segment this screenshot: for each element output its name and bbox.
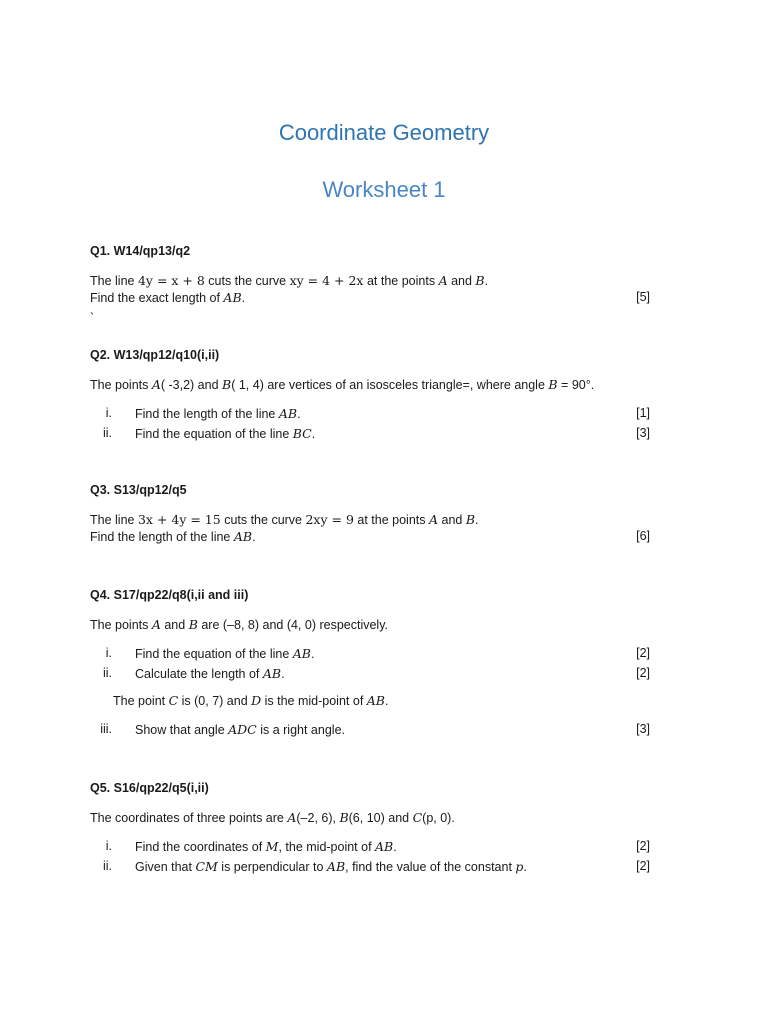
page-subtitle: Worksheet 1 <box>322 177 446 202</box>
question-4-part-i-mark: [2] <box>636 646 650 660</box>
question-5-heading: Q5. S16/qp22/q5(i,ii) <box>90 781 209 795</box>
question-4-part-iii-mark: [3] <box>636 722 650 736</box>
question-2-part-ii: ii. Find the equation of the line BC. [3] <box>102 425 650 441</box>
question-2-part-i-mark: [1] <box>636 406 650 420</box>
question-2 <box>90 347 650 444</box>
question-1-heading: Q1. W14/qp13/q2 <box>90 244 191 258</box>
question-4-part-ii: ii. Calculate the length of AB. [2] <box>102 665 650 681</box>
question-5 <box>90 780 650 877</box>
stray-mark: ` <box>90 311 95 325</box>
page-title: Coordinate Geometry <box>278 120 490 145</box>
question-2-part-i: i. Find the length of the line AB. [1] <box>105 406 650 421</box>
question-5-part-i: i. Find the coordinates of M, the mid-point of AB. [2] <box>105 839 650 854</box>
question-4-part-iii: iii. Show that angle ADC is a right angle. [3] <box>100 722 650 737</box>
question-2-line-1: The points A( -3,2) and B( 1, 4) are vertices of an isosceles triangle=, where angle B = 90°. <box>90 377 595 392</box>
question-5-part-i-mark: [2] <box>636 839 650 853</box>
question-5-part-ii: ii. Given that CM is perpendicular to AB, find the value of the constant p. [2] <box>102 858 650 874</box>
question-1-mark: [5] <box>636 290 650 304</box>
question-3-mark: [6] <box>636 529 650 543</box>
question-3 <box>90 482 650 545</box>
question-1-line-2: Find the exact length of AB. [5] <box>90 290 650 305</box>
question-5-part-ii-mark: [2] <box>636 858 650 873</box>
question-2-heading: Q2. W13/qp12/q10(i,ii) <box>90 348 220 362</box>
question-4-part-i: i. Find the equation of the line AB. [2] <box>105 646 650 661</box>
question-4-note: The point C is (0, 7) and D is the mid-point of AB. <box>113 693 389 708</box>
question-3-line-2: Find the length of the line AB. [6] <box>90 529 650 544</box>
question-4-line-1: The points A and B are (–8, 8) and (4, 0) respectively. <box>90 617 389 632</box>
question-2-part-ii-mark: [3] <box>636 425 650 440</box>
question-3-heading: Q3. S13/qp12/q5 <box>90 483 187 497</box>
question-4-part-ii-mark: [2] <box>636 665 650 680</box>
question-1-line-1: The line 4y = x + 8 cuts the curve xy = 4 + 2x at the points A and B. <box>90 273 489 288</box>
question-4-heading: Q4. S17/qp22/q8(i,ii and iii) <box>90 588 249 602</box>
question-4 <box>90 587 650 741</box>
question-3-line-1: The line 3x + 4y = 15 cuts the curve 2xy = 9 at the points A and B. <box>90 512 479 527</box>
question-5-line-1: The coordinates of three points are A(–2, 6), B(6, 10) and C(p, 0). <box>90 810 455 825</box>
question-1 <box>90 243 650 327</box>
